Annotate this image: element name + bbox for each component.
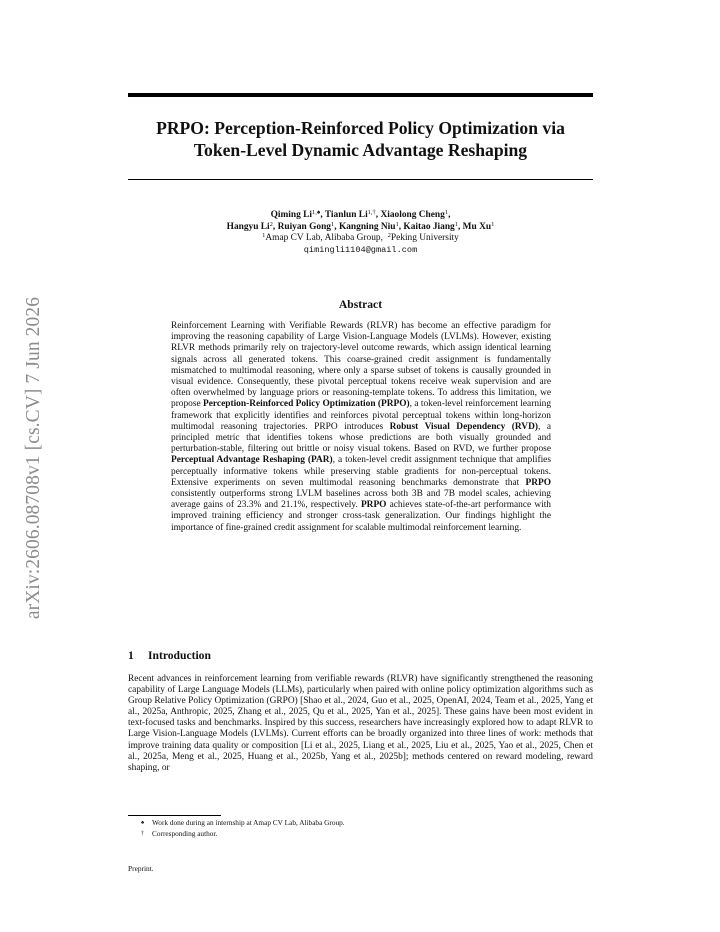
abstract-emphasis: PRPO — [360, 500, 387, 511]
section-title: Introduction — [148, 649, 211, 662]
title-line-1: PRPO: Perception-Reinforced Policy Optimization via — [156, 118, 565, 138]
abstract-run: Reinforcement Learning with Verifiable Rewards (RLVR) has become an effective paradigm for improving the reasoning capability of Large Vision-Language Models (LVLMs). However, existing RLVR methods primarily rely on trajectory-level outcome rewards, which assign identical learning signals across all generated tokens. This coarse-grained credit assignment is fundamentally mismatched to multimodal reasoning, where only a sparse subset of tokens is causally grounded in visual evidence. Consequently, these pivotal perceptual tokens receive weak supervision and are often overwhelmed by language priors or reasoning-template tokens. To address this limitation, we propose — [171, 321, 551, 410]
author-affil: 1 — [491, 220, 495, 228]
abstract-run: achieves state-of-the-art performance with improved training efficiency and stronger cross-task generalization. Our findings highlight the importance of fine-grained credit assignment for scalable multimodal reinforcement learning. — [171, 500, 551, 533]
author-name: Kangning Niu — [338, 221, 396, 232]
abstract-emphasis: Perception-Reinforced Policy Optimization (PRPO) — [203, 399, 410, 410]
section-heading-introduction — [128, 649, 211, 663]
author-affil: 1,† — [367, 209, 376, 216]
footnote-text: Work done during an internship at Amap CV Lab, Alibaba Group. — [152, 818, 345, 827]
abstract-run: , a principled metric that identifies tokens whose predictions are both visually grounded and perturbation-stable, filtering out brittle or noisy visual tokens. Based on RVD, we further propose — [171, 421, 551, 455]
author-name: Qiming Li — [270, 210, 312, 220]
abstract-run: consistently outperforms strong LVLM baselines across both 3B and 7B model scales, achieving average gains of 23.3% and 21.1%, respectively. — [171, 489, 551, 511]
affiliation-line — [128, 233, 593, 245]
author-block — [128, 210, 593, 256]
author-affil: 1,♠ — [311, 209, 321, 216]
affil-mark: 2 — [387, 232, 391, 239]
title-line-2: Token-Level Dynamic Advantage Reshaping — [193, 140, 528, 160]
footnote-mark: † — [141, 830, 144, 837]
abstract-emphasis: Robust Visual Dependency (RVD) — [389, 421, 538, 432]
abstract-text — [171, 321, 551, 534]
author-name: Xiaolong Cheng — [380, 210, 445, 220]
footnote-text: Corresponding author. — [152, 828, 218, 838]
footnote-1 — [141, 818, 593, 829]
affil-mark: 1 — [262, 232, 266, 239]
abstract-run: , a token-level credit assignment technique that amplifies perceptually informative tokens while preserving stable gradients for non-perceptual tokens. Extensive experiments on seven multimodal reasoning benchmarks demonstrate that — [171, 455, 551, 488]
author-affil: 1 — [454, 220, 458, 228]
introduction-paragraph: Recent advances in reinforcement learning from verifiable rewards (RLVR) have significantly strengthened the reasoning capability of Large Language Models (LLMs), particularly when paired with online policy optimization algorithms such as Group Relative Policy Optimization (GRPO) [Shao et al., 2024, Guo et al., 2025, OpenAI, 2024, Team et al., 2025, Yang et al., 2025a, Anthropic, 2025, Zhang et al., 2025, Qu et al., 2025, Yan et al., 2025]. These gains have been most evident in text-focused tasks and benchmarks. Inspired by this success, researchers have increasingly explored how to adapt RLVR to Large Vision-Language Models (LVLMs). Current efforts can be broadly organized into three lines of work: methods that improve training data quality or composition [Li et al., 2025, Liang et al., 2025, Liu et al., 2025, Yao et al., 2025, Chen et al., 2025a, Meng et al., 2025, Huang et al., 2025b, Yang et al., 2025b]; methods centered on reward modeling, reward shaping, or — [128, 674, 593, 773]
affiliation-1: Amap CV Lab, Alibaba Group, — [265, 233, 383, 243]
author-name: Ruiyan Gong — [277, 221, 331, 232]
footnote-rule — [128, 815, 221, 816]
author-line-2: Hangyu Li$^2$, Ruiyan Gong$^1$, Kangning Niu$^1$, Kaitao Jiang$^1$, Mu Xu$^1$ — [226, 220, 495, 232]
author-affil: 1 — [395, 220, 399, 228]
abstract-heading: Abstract — [338, 298, 383, 311]
author-affil: 1 — [331, 220, 335, 228]
author-line-1: Qiming $Li^{1,♠}$, Tianlun $Li^{1,\dagger}$, Xiaolong Cheng$^1$, — [270, 209, 451, 220]
author-affil: 2 — [269, 220, 273, 228]
affiliation-2: Peking University — [390, 233, 459, 243]
section-number: 1 — [128, 649, 134, 662]
author-affil: 1 — [444, 209, 449, 216]
author-name: Mu Xu — [462, 221, 492, 232]
footnotes — [141, 818, 593, 839]
footnote-2 — [141, 829, 593, 840]
abstract-emphasis: Perceptual Advantage Reshaping (PAR) — [171, 455, 333, 466]
author-name: Hangyu Li — [226, 221, 270, 232]
abstract-emphasis: PRPO — [525, 477, 551, 488]
author-name: Tianlun Li — [324, 210, 368, 220]
preprint-label: Preprint. — [128, 864, 154, 873]
author-name: Kaitao Jiang — [403, 221, 455, 232]
paper-title — [128, 117, 593, 161]
title-top-rule — [128, 93, 593, 97]
author-email[interactable]: qimingli1104@gmail.com — [303, 244, 418, 255]
title-bottom-rule — [128, 179, 593, 180]
abstract-run: , a token-level reinforcement learning framework that explicitly identifies and reinforces pivotal perceptual tokens within long-horizon multimodal reasoning trajectories. PRPO introduces — [171, 399, 552, 432]
footnote-mark: ♠ — [141, 820, 145, 826]
arxiv-identifier: arXiv:2606.08708v1 [cs.CV] 7 Jun 2026 — [23, 296, 44, 620]
